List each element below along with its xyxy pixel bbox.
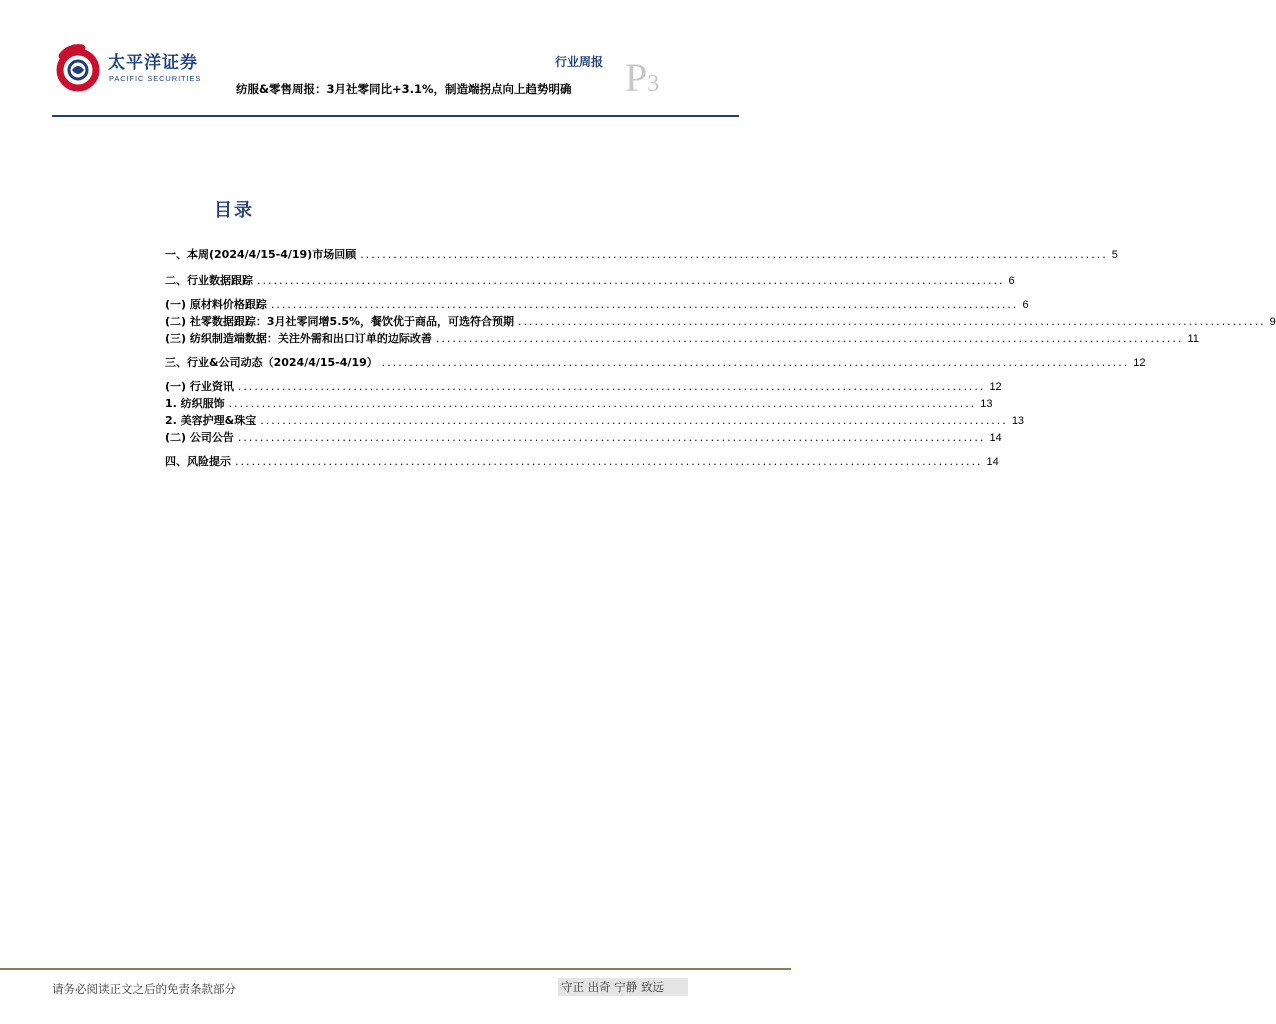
toc-entry[interactable] [165, 330, 1199, 346]
toc-leader-dots: ........................................................................................................................................ [260, 414, 1008, 427]
toc-entry-label: (一) 原材料价格跟踪 [165, 298, 267, 311]
toc-entry-label: 风险提示 [187, 455, 231, 468]
toc-entry-page: 6 [1008, 275, 1015, 287]
toc-entry[interactable] [165, 453, 999, 469]
disclaimer-notice: 请务必阅读正文之后的免责条款部分 [52, 982, 236, 996]
toc-entry-label: 本周(2024/4/15-4/19)市场回顾 [187, 248, 357, 261]
toc-entry[interactable] [165, 296, 1029, 312]
toc-entry[interactable] [165, 412, 1025, 428]
footer-divider [0, 968, 791, 970]
toc-entry[interactable] [165, 354, 1146, 370]
toc-entry-page: 12 [1133, 357, 1146, 369]
toc-entry[interactable] [165, 378, 1002, 394]
logo-name-en: PACIFIC SECURITIES [109, 74, 202, 83]
toc-leader-dots: ........................................................................................................................................ [237, 380, 986, 393]
report-title: 纺服&零售周报：3月社零同比+3.1%，制造端拐点向上趋势明确 [236, 82, 572, 96]
toc-entry-page: 13 [1011, 415, 1025, 427]
toc-entry-label: 行业&公司动态（2024/4/15-4/19） [187, 356, 378, 369]
toc-entry-number: 四、 [165, 455, 187, 468]
toc-entry[interactable] [165, 272, 1015, 288]
report-type: 行业周报 [555, 55, 604, 69]
toc-entry-label: 2. 美容护理&珠宝 [165, 414, 257, 427]
toc-entry-page: 12 [989, 381, 1002, 393]
toc-entry-label: (二) 公司公告 [165, 431, 234, 444]
toc-entry-number: 一、 [165, 248, 187, 261]
pacific-securities-logo-icon [52, 42, 104, 94]
page-number: 3 [647, 71, 660, 97]
toc-leader-dots: ........................................................................................................................................ [381, 356, 1130, 369]
toc-entry-label: 1. 纺织服饰 [165, 397, 225, 410]
toc-entry-page: 6 [1022, 299, 1029, 311]
toc-entry-page: 14 [989, 432, 1002, 444]
toc-entry-label: (三) 纺织制造端数据：关注外需和出口订单的边际改善 [165, 332, 432, 345]
toc-entry-page: 5 [1111, 249, 1118, 261]
toc-leader-dots: ........................................................................................................................................ [518, 315, 1266, 328]
toc-entry-number: 三、 [165, 356, 187, 369]
toc-entry-page: 14 [986, 456, 999, 468]
toc-leader-dots: ........................................................................................................................................ [257, 274, 1005, 287]
toc-leader-dots: ........................................................................................................................................ [235, 455, 983, 468]
toc-entry[interactable] [165, 429, 1002, 445]
toc-heading: 目录 [214, 200, 254, 221]
toc-leader-dots: ........................................................................................................................................ [228, 397, 977, 410]
toc-leader-dots: ........................................................................................................................................ [237, 431, 986, 444]
logo-name-cn: 太平洋证券 [108, 53, 198, 73]
company-logo [52, 42, 212, 98]
company-motto: 守正 出奇 宁静 致远 [558, 978, 688, 996]
header-divider [52, 115, 739, 117]
toc-entry-label: (一) 行业资讯 [165, 380, 234, 393]
toc-entry[interactable] [165, 395, 993, 411]
toc-entry[interactable] [165, 313, 1276, 329]
toc-entry-page: 9 [1269, 316, 1276, 328]
page-letter: P [625, 55, 648, 100]
toc-entry-page: 13 [980, 398, 993, 410]
toc-entry[interactable] [165, 246, 1118, 262]
toc-leader-dots: ........................................................................................................................................ [435, 332, 1184, 345]
page-number-marker [625, 55, 660, 102]
toc-leader-dots: ........................................................................................................................................ [270, 298, 1019, 311]
toc-entry-number: 二、 [165, 274, 187, 287]
toc-leader-dots: ........................................................................................................................................ [360, 248, 1108, 261]
toc-entry-label: (二) 社零数据跟踪：3月社零同增5.5%，餐饮优于商品，可选符合预期 [165, 315, 515, 328]
toc-entry-page: 11 [1187, 333, 1199, 345]
toc-entry-label: 行业数据跟踪 [187, 274, 253, 287]
